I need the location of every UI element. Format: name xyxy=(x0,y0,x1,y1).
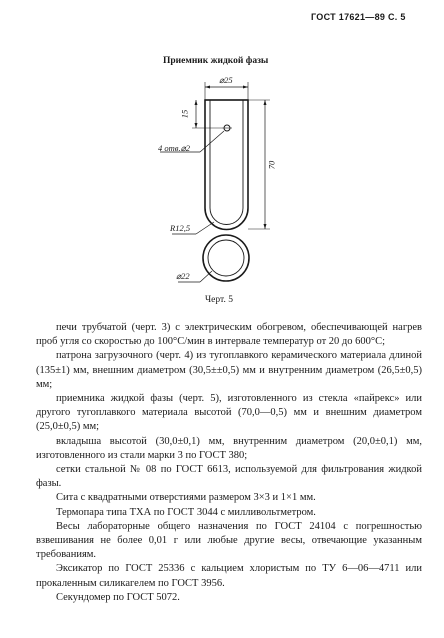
paragraph: Весы лабораторные общего назначения по ГОСТ 24104 с погрешностью взвешивания не более 0,01 г или любые другие весы, отвечающие указанным требованиям. xyxy=(36,520,422,561)
ring-outer xyxy=(203,235,249,281)
paragraph: вкладыша высотой (30,0±0,1) мм, внутренним диаметром (20,0±0,1) мм, изготовленного из стали марки 3 по ГОСТ 380; xyxy=(36,435,422,461)
label-radius: R12,5 xyxy=(170,223,191,233)
receiver-drawing xyxy=(0,0,444,300)
page-header: ГОСТ 17621—89 С. 5 xyxy=(311,12,406,22)
label-dim-15: 15 xyxy=(179,109,190,119)
paragraph: Термопара типа ТХА по ГОСТ 3044 с милливольтметром. xyxy=(56,506,316,518)
body-text xyxy=(36,321,422,605)
paragraph: патрона загрузочного (черт. 4) из тугоплавкого керамического материала длиной (135±1) мм, внешним диаметром (30,5±±0,5) мм и внутренним диаметром (26,5±0,5) мм; xyxy=(36,350,422,390)
paragraph: приемника жидкой фазы (черт. 5), изготовленного из стекла «пайрекс» или другого тугоплавкого материала высотой (70,0—0,5) мм и внешним диаметром (25,0±0,5) мм; xyxy=(36,393,422,433)
paragraph: печи трубчатой (черт. 3) с электрическим обогревом, обеспечивающей нагрев проб угля со скоростью до 100°С/мин в интервале температур от 20 до 600°С; xyxy=(36,322,422,348)
figure-caption: Черт. 5 xyxy=(205,295,233,305)
label-dim-70: 70 xyxy=(266,160,277,170)
label-diameter-top: ⌀25 xyxy=(219,75,233,85)
figure-title: Приемник жидкой фазы xyxy=(163,56,269,66)
paragraph: сетки стальной № 08 по ГОСТ 6613, используемой для фильтрования жидкой фазы. xyxy=(36,464,422,490)
tube-inner xyxy=(210,100,243,225)
label-diameter-ring: ⌀22 xyxy=(176,271,190,281)
label-holes: 4 отв.⌀2 xyxy=(158,143,190,153)
paragraph: Секундомер по ГОСТ 5072. xyxy=(56,591,180,603)
paragraph: Сита с квадратными отверстиями размером 3×3 и 1×1 мм. xyxy=(56,492,316,504)
tube-outer xyxy=(205,100,248,230)
ring-inner xyxy=(208,240,244,276)
paragraph: Эксикатор по ГОСТ 25336 с кальцием хлористым по ТУ 6—06—4711 или прокаленным силикагелем по ГОСТ 3956. xyxy=(36,563,422,589)
